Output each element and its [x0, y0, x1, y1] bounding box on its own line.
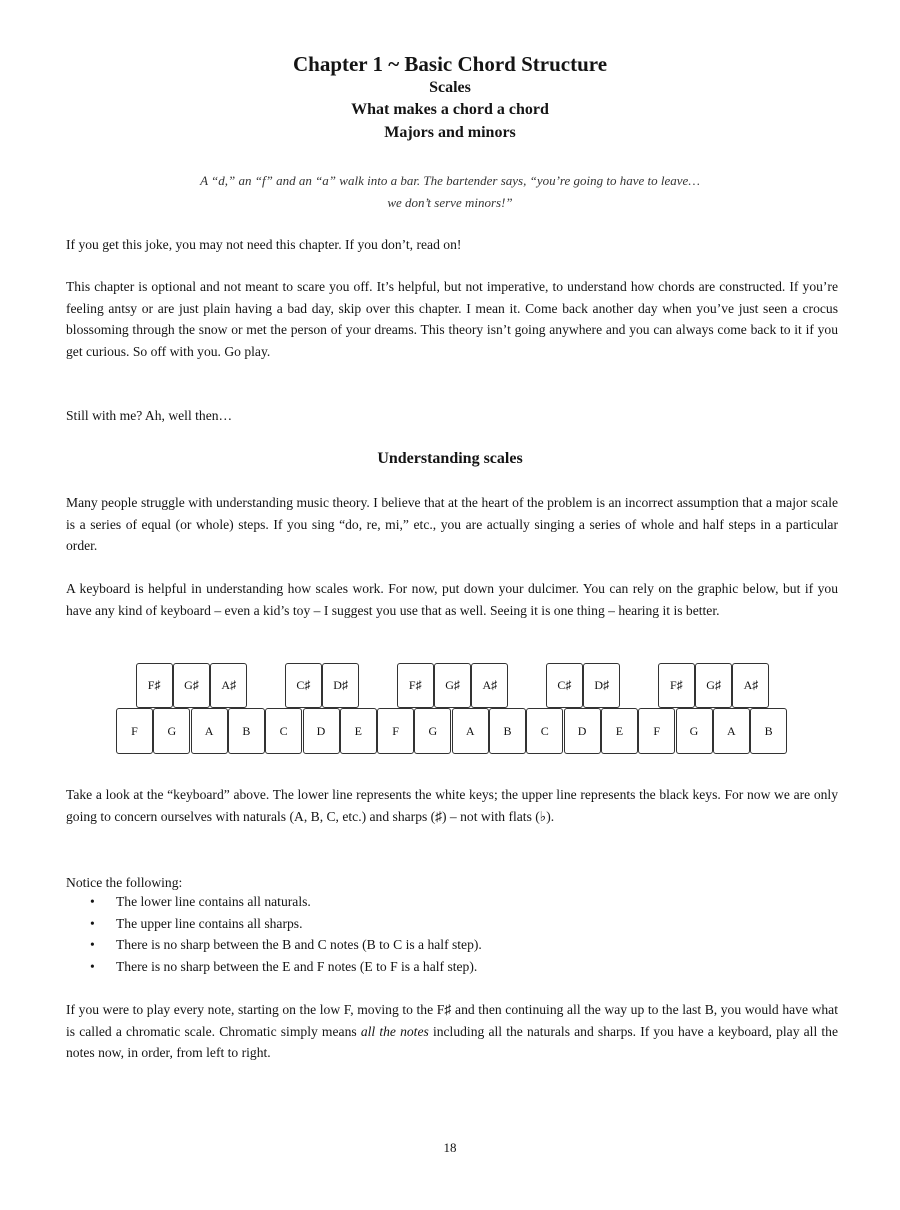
black-key-g-sharp: G♯ [434, 663, 471, 708]
black-key-f-sharp: F♯ [136, 663, 173, 708]
black-key-d-sharp: D♯ [583, 663, 620, 708]
white-key-d: D [303, 708, 340, 754]
white-key-f: F [116, 708, 153, 754]
subtitle-chord: What makes a chord a chord [351, 101, 549, 118]
paragraph-optional: This chapter is optional and not meant to scare you off. It’s helpful, but not imperative, to understand how chords are constructed. If you’re feeling antsy or are just plain having a bad day, skip over this chapter. I mean it. Come back another day when you’ve just seen a crocus blossoming through the snow or met the person of your dreams. This theory isn’t going anywhere and you can always come back to it if you get curious. So off with you. Go play. [66, 279, 838, 359]
white-key-a: A [452, 708, 489, 754]
paragraph-keyboard-above: Take a look at the “keyboard” above. The lower line represents the white keys; the upper line represents the black keys. For now we are only going to concern ourselves with naturals (A, B, C, etc.) and sharps (♯) – not with flats (♭). [66, 787, 838, 824]
paragraph-keyboard-helpful: A keyboard is helpful in understanding how scales work. For now, put down your dulcimer. You can rely on the graphic below, but if you have any kind of keyboard – even a kid’s toy – I suggest you use that as well. Seeing it is one thing – hearing it is better. [66, 581, 838, 618]
white-key-e: E [601, 708, 638, 754]
chromatic-text-a: If you were to play every note, starting on the low F, moving to the F♯ and then continuing all the way up to the last B, you would have what is called a chromatic scale. Chromatic simply means [66, 1002, 838, 1039]
black-key-d-sharp: D♯ [322, 663, 359, 708]
paragraph-notice: Notice the following: [66, 875, 183, 890]
page-number: 18 [443, 1140, 457, 1155]
list-item: • There is no sharp between the E and F notes (E to F is a half step). [66, 956, 482, 978]
white-key-d: D [564, 708, 601, 754]
black-key-a-sharp: A♯ [471, 663, 508, 708]
list-item: • There is no sharp between the B and C notes (B to C is a half step). [66, 934, 482, 956]
white-key-c: C [526, 708, 563, 754]
black-key-a-sharp: A♯ [210, 663, 247, 708]
white-key-b: B [750, 708, 787, 754]
epigraph-line-1: A “d,” an “f” and an “a” walk into a bar. The bartender says, “you’re going to have to leave… [200, 173, 700, 188]
black-key-f-sharp: F♯ [397, 663, 434, 708]
list-item: • The upper line contains all sharps. [66, 913, 482, 935]
white-key-b: B [228, 708, 265, 754]
white-key-e: E [340, 708, 377, 754]
paragraph-joke: If you get this joke, you may not need this chapter. If you don’t, read on! [66, 237, 462, 252]
black-key-f-sharp: F♯ [658, 663, 695, 708]
chromatic-emphasis: all the notes [360, 1023, 429, 1039]
white-key-g: G [676, 708, 713, 754]
keyboard-diagram [116, 663, 788, 759]
chromatic-text-b: including all the naturals and sharps. If you have a keyboard, play all the notes now, in order, from left to right. [66, 1023, 838, 1060]
epigraph-line-2: we don’t serve minors!” [387, 195, 513, 210]
white-key-f: F [638, 708, 675, 754]
white-key-a: A [713, 708, 750, 754]
bullet-list [66, 891, 482, 977]
black-key-c-sharp: C♯ [285, 663, 322, 708]
subtitle-scales: Scales [429, 79, 471, 96]
white-key-g: G [153, 708, 190, 754]
white-key-g: G [414, 708, 451, 754]
paragraph-music-theory: Many people struggle with understanding music theory. I believe that at the heart of the problem is an incorrect assumption that a major scale is a series of equal (or whole) steps. If you sing “do, re, mi,” etc., you are actually singing a series of whole and half steps in a particular order. [66, 495, 838, 553]
black-key-g-sharp: G♯ [695, 663, 732, 708]
white-key-f: F [377, 708, 414, 754]
black-key-g-sharp: G♯ [173, 663, 210, 708]
paragraph-still-with-me: Still with me? Ah, well then… [66, 408, 233, 423]
chapter-title: Chapter 1 ~ Basic Chord Structure [292, 52, 608, 76]
white-key-c: C [265, 708, 302, 754]
section-heading: Understanding scales [377, 450, 523, 467]
black-key-a-sharp: A♯ [732, 663, 769, 708]
white-key-b: B [489, 708, 526, 754]
black-key-c-sharp: C♯ [546, 663, 583, 708]
epigraph [0, 170, 900, 214]
subtitle-majors-minors: Majors and minors [384, 124, 516, 141]
list-item: • The lower line contains all naturals. [66, 891, 482, 913]
paragraph-chromatic [66, 999, 838, 1064]
white-key-a: A [191, 708, 228, 754]
